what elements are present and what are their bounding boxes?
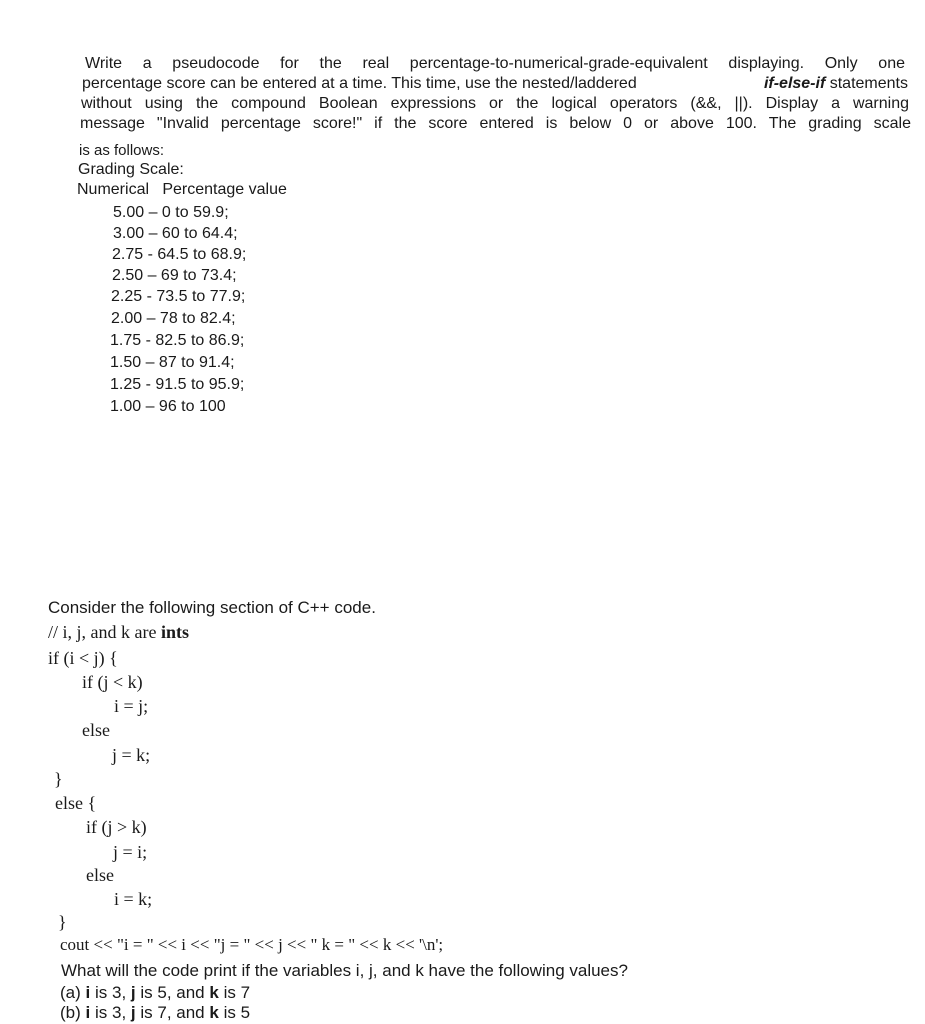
prompt-line-2-text: percentage score can be entered at a time. This time, use the nested/laddered (82, 75, 637, 92)
grade-item: 2.00 – 78 to 82.4; (111, 310, 236, 327)
code-intro: Consider the following section of C++ code. (48, 598, 376, 617)
option-text: is 7, and (140, 1003, 205, 1022)
question-text: What will the code print if the variables i, j, and k have the following values? (61, 961, 628, 980)
grade-item: 5.00 – 0 to 59.9; (113, 204, 229, 221)
grade-item: 1.50 – 87 to 91.4; (110, 354, 235, 371)
code-line: if (i < j) { (48, 648, 118, 668)
var-i: i (85, 1003, 91, 1022)
prompt-line-2-end: statements (829, 75, 908, 92)
grade-item: 1.25 - 91.5 to 95.9; (110, 376, 245, 393)
option-text: is 5 (223, 1003, 251, 1022)
option-a (60, 983, 250, 1003)
code-line: cout << "i = " << i << "j = " << j << " k = " << k << '\n'; (60, 935, 444, 954)
grade-item: 1.00 – 96 to 100 (110, 398, 226, 415)
option-b (60, 1003, 250, 1023)
code-line: } (58, 912, 67, 932)
prompt-line-2-tail (764, 74, 908, 93)
code-line: j = k; (112, 745, 151, 765)
option-text: is 7 (223, 983, 251, 1002)
option-text: is 5, and (140, 983, 205, 1002)
option-text: is 3, (94, 983, 127, 1002)
option-text: is 3, (94, 1003, 127, 1022)
prompt-line-2 (82, 74, 908, 93)
prompt-line-1: Write a pseudocode for the real percentage-to-numerical-grade-equivalent displaying. Only one (85, 55, 905, 72)
prompt-line-5: is as follows: (79, 142, 165, 159)
option-label: (b) (60, 1003, 81, 1022)
if-else-if-emphasis: if-else-if (763, 75, 826, 92)
var-i: i (85, 983, 91, 1002)
code-line: if (j > k) (86, 817, 147, 837)
var-k: k (209, 1003, 219, 1022)
var-j: j (130, 983, 136, 1002)
code-line: i = j; (114, 696, 149, 716)
prompt-line-3: without using the compound Boolean expressions or the logical operators (&&, ||). Display a warning (81, 95, 909, 112)
code-line: else (82, 720, 110, 740)
grade-item: 3.00 – 60 to 64.4; (113, 225, 238, 242)
code-comment-text: // i, j, and k are (48, 622, 157, 642)
code-comment (48, 622, 189, 643)
grade-item: 1.75 - 82.5 to 86.9; (110, 332, 245, 349)
grade-item: 2.25 - 73.5 to 77.9; (111, 288, 246, 305)
grading-scale-header: Numerical Percentage value (77, 181, 287, 198)
code-line: i = k; (114, 889, 153, 909)
code-line: } (54, 769, 63, 789)
code-line: j = i; (113, 842, 148, 862)
var-k: k (209, 983, 219, 1002)
grading-scale-label: Grading Scale: (78, 161, 184, 178)
grade-item: 2.50 – 69 to 73.4; (112, 267, 237, 284)
code-line: if (j < k) (82, 672, 143, 692)
var-j: j (130, 1003, 136, 1022)
code-comment-keyword: ints (160, 622, 189, 642)
grade-item: 2.75 - 64.5 to 68.9; (112, 246, 247, 263)
code-line: else (86, 865, 114, 885)
prompt-line-4: message "Invalid percentage score!" if the score entered is below 0 or above 100. The grading scale (80, 115, 911, 132)
option-label: (a) (60, 983, 81, 1002)
code-line: else { (55, 793, 97, 813)
